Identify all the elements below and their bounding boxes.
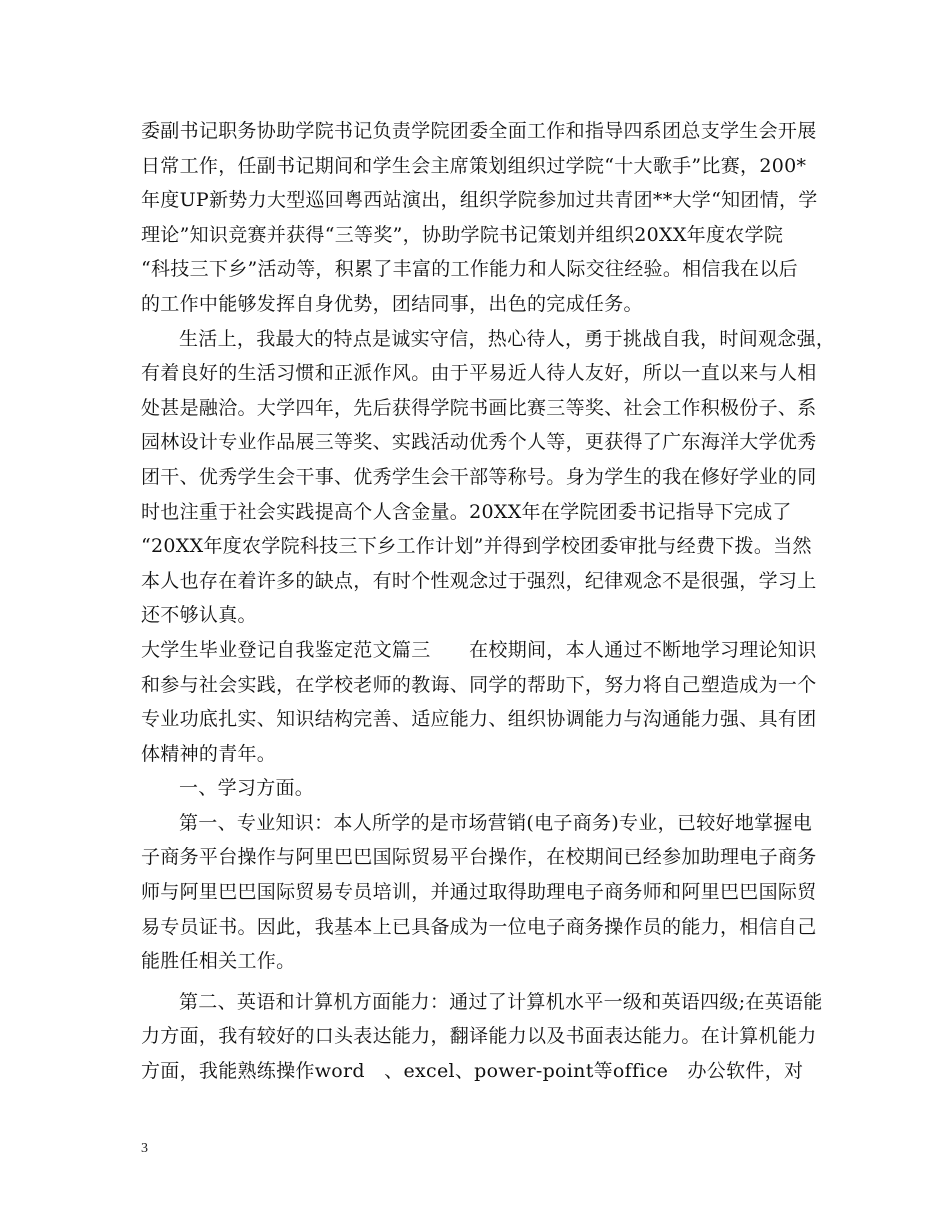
section-heading-line: 大学生毕业登记自我鉴定范文篇三 在校期间，本人通过不断地学习理论知识 xyxy=(141,638,817,661)
paragraph-line: 力方面，我有较好的口头表达能力，翻译能力以及书面表达能力。在计算机能力 xyxy=(141,1025,817,1048)
paragraph-line: 处甚是融洽。大学四年，先后获得学院书画比赛三等奖、社会工作积极份子、系 xyxy=(141,396,817,419)
paragraph-line: 本人也存在着许多的缺点，有时个性观念过于强烈，纪律观念不是很强，学习上 xyxy=(141,569,817,592)
paragraph-line: 的工作中能够发挥自身优势，团结同事，出色的完成任务。 xyxy=(141,292,643,315)
paragraph-line: 和参与社会实践，在学校老师的教诲、同学的帮助下，努力将自己塑造成为一个 xyxy=(141,673,817,696)
paragraph-line: 体精神的青年。 xyxy=(141,742,277,765)
paragraph-line: 第二、英语和计算机方面能力：通过了计算机水平一级和英语四级;在英语能 xyxy=(179,990,823,1013)
page-number: 3 xyxy=(141,1141,148,1156)
paragraph-line: 日常工作，任副书记期间和学生会主席策划组织过学院“十大歌手”比赛，200* xyxy=(141,154,807,177)
paragraph-line: 园林设计专业作品展三等奖、实践活动优秀个人等，更获得了广东海洋大学优秀 xyxy=(141,431,817,454)
paragraph-line: 方面，我能熟练操作word 、excel、power-point等office 办公软件，对 xyxy=(141,1060,804,1083)
paragraph-line: 子商务平台操作与阿里巴巴国际贸易平台操作，在校期间已经参加助理电子商务 xyxy=(141,846,817,869)
paragraph-line: 还不够认真。 xyxy=(141,604,257,627)
document-body xyxy=(141,114,836,1089)
paragraph-line: 师与阿里巴巴国际贸易专员培训，并通过取得助理电子商务师和阿里巴巴国际贸 xyxy=(141,881,817,904)
paragraph-line: 委副书记职务协助学院书记负责学院团委全面工作和指导四系团总支学生会开展 xyxy=(141,120,817,142)
subsection-heading: 一、学习方面。 xyxy=(179,777,315,800)
paragraph-line: 易专员证书。因此，我基本上已具备成为一位电子商务操作员的能力，相信自己 xyxy=(141,915,817,938)
paragraph-line: 理论”知识竞赛并获得“三等奖”，协助学院书记策划并组织20XX年度农学院 xyxy=(141,223,784,246)
paragraph-line: “20XX年度农学院科技三下乡工作计划”并得到学校团委审批与经费下拨。当然 xyxy=(141,535,812,558)
paragraph-line: 有着良好的生活习惯和正派作风。由于平易近人待人友好，所以一直以来与人相 xyxy=(141,362,817,385)
paragraph-line: 时也注重于社会实践提高个人含金量。20XX年在学院团委书记指导下完成了 xyxy=(141,500,792,523)
paragraph-line: “科技三下乡”活动等，积累了丰富的工作能力和人际交往经验。相信我在以后 xyxy=(141,258,798,281)
paragraph-line: 生活上，我最大的特点是诚实守信，热心待人，勇于挑战自我，时间观念强， xyxy=(179,327,836,350)
paragraph-line: 年度UP新势力大型巡回粤西站演出，组织学院参加过共青团**大学“知团情，学 xyxy=(141,189,818,212)
paragraph-line: 专业功底扎实、知识结构完善、适应能力、组织协调能力与沟通能力强、具有团 xyxy=(141,708,817,731)
paragraph-line: 能胜任相关工作。 xyxy=(141,950,296,973)
paragraph-line: 第一、专业知识：本人所学的是市场营销(电子商务)专业，已较好地掌握电 xyxy=(179,811,813,834)
paragraph-line: 团干、优秀学生会干事、优秀学生会干部等称号。身为学生的我在修好学业的同 xyxy=(141,465,817,488)
